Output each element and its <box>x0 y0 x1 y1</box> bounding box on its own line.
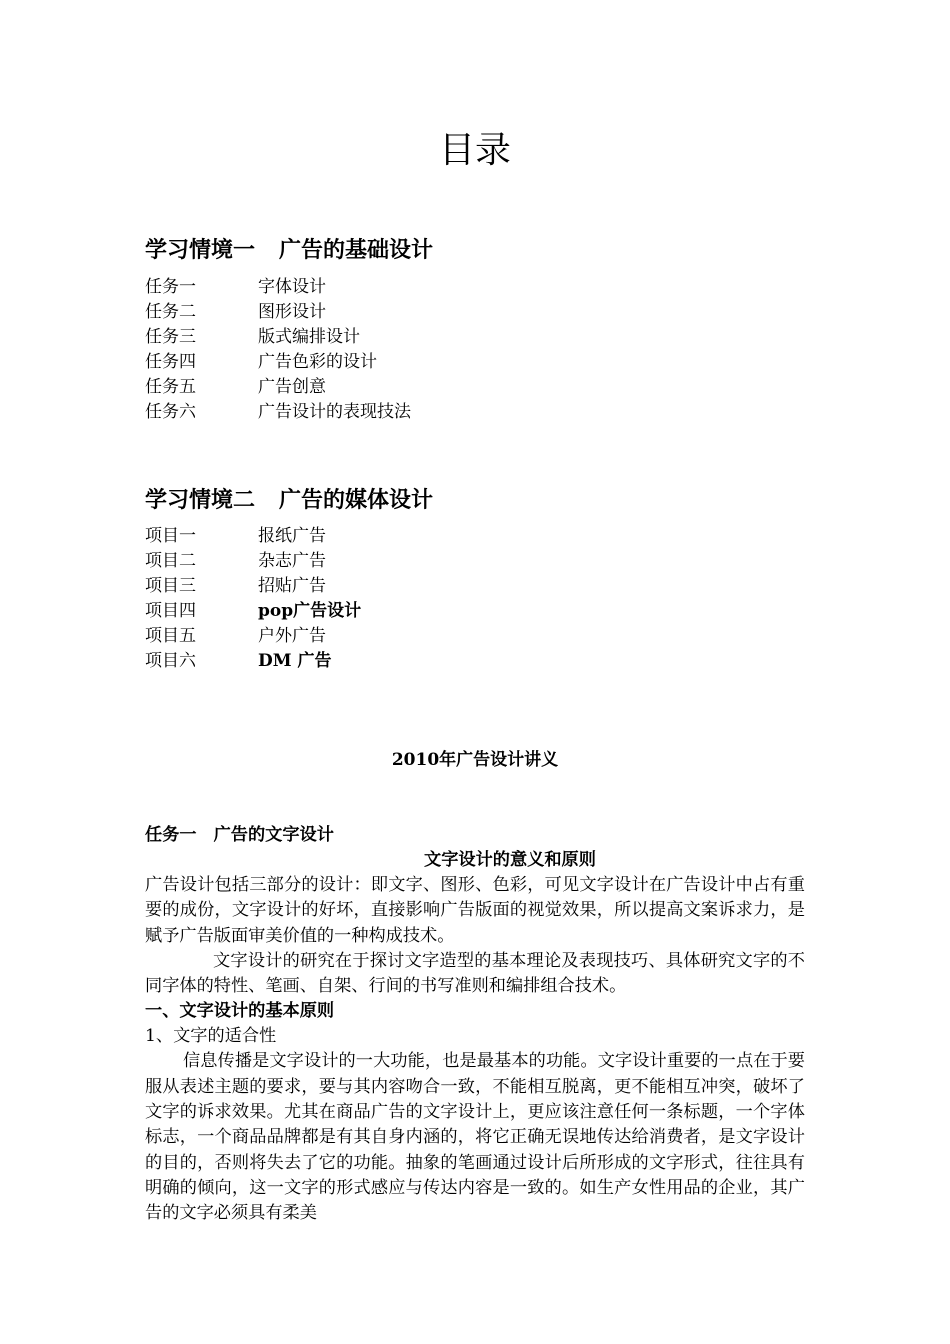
section-heading: 一、文字设计的基本原则 <box>145 1001 335 1022</box>
toc-list-2 <box>145 524 361 674</box>
toc-item-name: 字体设计 <box>258 277 326 297</box>
section-title: 广告的基础设计 <box>279 237 434 263</box>
toc-item <box>145 599 361 624</box>
toc-item <box>145 524 361 549</box>
toc-item-name: 广告创意 <box>258 377 326 397</box>
toc-item-name: 招贴广告 <box>258 576 326 596</box>
section-heading-2 <box>145 485 433 515</box>
toc-item-number: 项目一 <box>145 526 196 546</box>
task-heading <box>145 823 805 848</box>
toc-item <box>145 649 361 674</box>
subtitle: 文字设计的意义和原则 <box>424 850 596 870</box>
body-paragraph: 信息传播是文字设计的一大功能，也是最基本的功能。文字设计重要的一点在于要服从表述主题的要求，要与其内容吻合一致，不能相互脱离，更不能相互冲突，破坏了文字的诉求效果。尤其在商品广告的文字设计上，更应该注意任何一条标题，一个字体标志，一个商品品牌都是有其自身内涵的，将它正确无误地传达给消费者，是文字设计的目的，否则将失去了它的功能。抽象的笔画通过设计后所形成的文字形式，往往具有明确的倾向，这一文字的形式感应与传达内容是一致的。如生产女性用品的企业，其广告的文字必须具有柔美 <box>145 1051 805 1224</box>
toc-item-number: 任务六 <box>145 402 196 422</box>
toc-item-number: 项目二 <box>145 551 196 571</box>
section-title: 广告的媒体设计 <box>279 487 434 513</box>
toc-item <box>145 275 411 300</box>
toc-item-number: 项目六 <box>145 651 196 671</box>
toc-title: 目录 <box>438 130 511 171</box>
toc-item-name: DM 广告 <box>258 651 332 671</box>
toc-item-number: 任务二 <box>145 302 196 322</box>
toc-item <box>145 574 361 599</box>
toc-item-number: 任务三 <box>145 327 196 347</box>
body-content <box>145 823 805 1227</box>
section-label: 学习情境一 <box>145 237 256 263</box>
toc-item-name: 广告色彩的设计 <box>258 352 377 372</box>
toc-item <box>145 400 411 425</box>
section-heading-1 <box>145 235 433 265</box>
toc-item-number: 任务一 <box>145 277 196 297</box>
toc-item <box>145 325 411 350</box>
task-title: 广告的文字设计 <box>213 825 334 845</box>
section-label: 学习情境二 <box>145 487 256 513</box>
toc-item-name: 图形设计 <box>258 302 326 322</box>
toc-item <box>145 624 361 649</box>
toc-list-1 <box>145 275 411 425</box>
toc-item-number: 项目五 <box>145 626 196 646</box>
document-title: 2010年广告设计讲义 <box>391 750 559 770</box>
toc-item-number: 项目四 <box>145 601 196 621</box>
second-paragraph: 文字设计的研究在于探讨文字造型的基本理论及表现技巧、具体研究文字的不同字体的特性、笔画、自架、行间的书写准则和编排组合技术。 <box>145 950 805 997</box>
toc-item-name: 杂志广告 <box>258 551 326 571</box>
toc-item <box>145 300 411 325</box>
toc-item-name: 版式编排设计 <box>258 327 360 347</box>
intro-paragraph: 广告设计包括三部分的设计：即文字、图形、色彩，可见文字设计在广告设计中占有重要的成份，文字设计的好坏，直接影响广告版面的视觉效果，所以提高文案诉求力，是赋予广告版面审美价值的一种构成技术。 <box>145 875 805 946</box>
toc-item-number: 项目三 <box>145 576 196 596</box>
toc-item <box>145 549 361 574</box>
toc-item <box>145 375 411 400</box>
toc-item-name: 广告设计的表现技法 <box>258 402 411 422</box>
subsection-heading: 1、文字的适合性 <box>145 1026 277 1047</box>
toc-item <box>145 350 411 375</box>
toc-item-name: 报纸广告 <box>258 526 326 546</box>
toc-item-name: pop广告设计 <box>258 601 362 621</box>
task-label: 任务一 <box>145 825 197 845</box>
toc-item-number: 任务四 <box>145 352 196 372</box>
toc-item-number: 任务五 <box>145 377 196 397</box>
toc-item-name: 户外广告 <box>258 626 326 646</box>
